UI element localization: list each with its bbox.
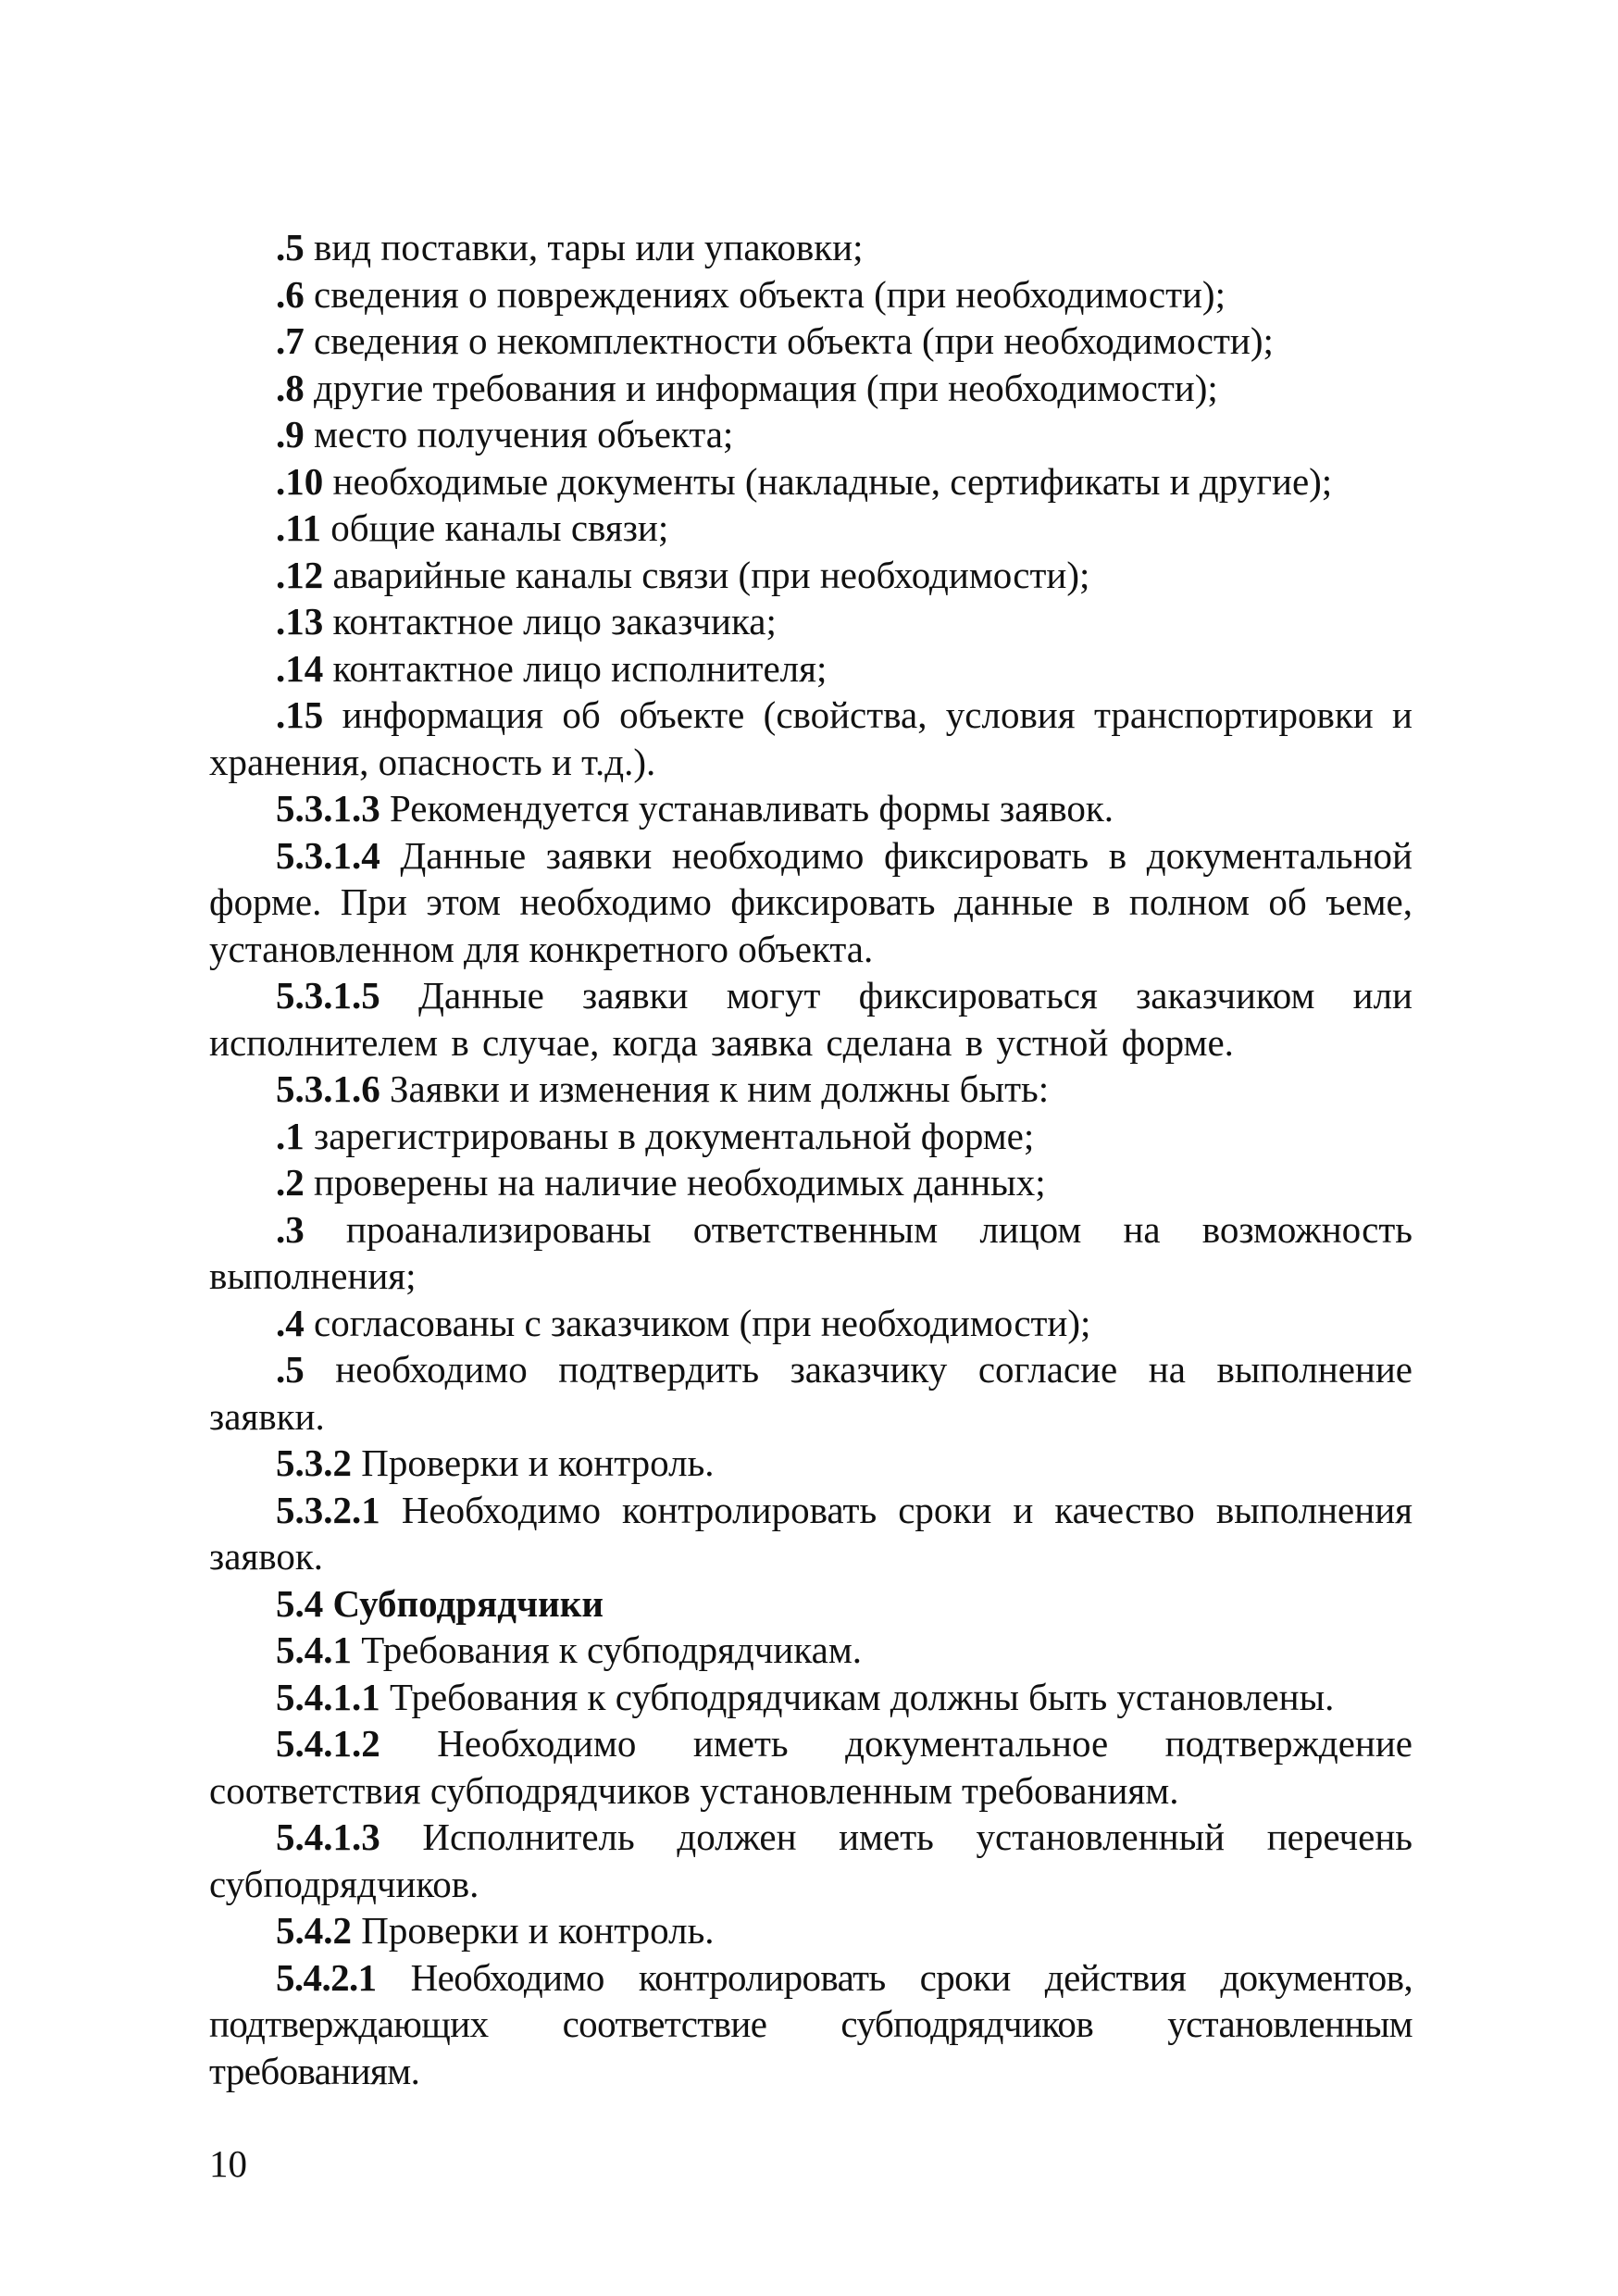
list-item	[209, 692, 1413, 785]
item-number: .10	[276, 459, 324, 503]
clause-number: 5.3.1.4	[276, 833, 380, 877]
clause-text: Данные заявки необходимо фиксировать в документальной форме. При этом необходимо фиксировать данные в полном об ъеме, установленном для конкретного объекта.	[209, 833, 1413, 970]
item-number: .9	[276, 413, 305, 455]
clause	[209, 972, 1413, 1066]
item-text: место получения объекта;	[304, 413, 734, 455]
item-number: .8	[276, 366, 305, 409]
clause	[209, 1487, 1413, 1580]
list-item	[209, 552, 1413, 599]
clause	[209, 785, 1413, 832]
item-number: .13	[276, 600, 324, 643]
list-item	[209, 505, 1413, 552]
clause-number: 5.3.1.3	[276, 787, 380, 830]
list-item	[209, 1159, 1413, 1206]
item-text: согласованы с заказчиком (при необходимости);	[304, 1301, 1091, 1344]
list-item	[209, 645, 1413, 693]
section-heading	[209, 1580, 1413, 1628]
clause-text: Проверки и контроль.	[352, 1441, 715, 1484]
item-number: .4	[276, 1301, 305, 1344]
item-text: информация об объекте (свойства, условия транспортировки и хранения, опасность и т.д.).	[209, 693, 1413, 783]
clause-text: Данные заявки могут фиксироваться заказчиком или исполнителем в случае, когда заявка сделана в устной форме.	[209, 974, 1413, 1064]
item-number: .11	[276, 506, 321, 549]
clause-text: Заявки и изменения к ним должны быть:	[380, 1067, 1050, 1110]
section-heading-text: 5.4 Субподрядчики	[276, 1581, 604, 1625]
item-number: .14	[276, 646, 324, 690]
clause-number: 5.3.1.6	[276, 1067, 380, 1110]
clause	[209, 1720, 1413, 1814]
list-item	[209, 318, 1413, 365]
clause-number: 5.4.1.1	[276, 1675, 380, 1718]
item-text: общие каналы связи;	[321, 506, 669, 549]
list-item	[209, 1113, 1413, 1160]
item-number: .15	[276, 693, 324, 736]
clause-number: 5.4.1.3	[276, 1816, 380, 1858]
clause-text: Исполнитель должен иметь установленный перечень субподрядчиков.	[209, 1816, 1413, 1905]
clause-text: Проверки и контроль.	[352, 1909, 715, 1952]
clause-number: 5.4.2	[276, 1909, 352, 1952]
item-number: .5	[276, 1348, 305, 1391]
item-text: аварийные каналы связи (при необходимости);	[323, 553, 1090, 596]
clause	[209, 1814, 1413, 1907]
item-number: .1	[276, 1114, 305, 1157]
clause	[209, 1674, 1413, 1721]
item-number: .7	[276, 319, 305, 362]
clause-number: 5.3.2.1	[276, 1488, 380, 1531]
clause-text: Рекомендуется устанавливать формы заявок.	[380, 787, 1114, 830]
list-item	[209, 224, 1413, 271]
clause-number: 5.3.2	[276, 1441, 352, 1484]
list-item	[209, 1346, 1413, 1440]
item-text: вид поставки, тары или упаковки;	[304, 226, 864, 268]
item-text: зарегистрированы в документальной форме;	[304, 1114, 1035, 1157]
list-item	[209, 1300, 1413, 1347]
item-text: контактное лицо заказчика;	[323, 600, 777, 643]
clause-text: Требования к субподрядчикам.	[352, 1628, 863, 1671]
item-text: сведения о некомплектности объекта (при необходимости);	[304, 319, 1274, 362]
list-item	[209, 271, 1413, 318]
item-number: .3	[276, 1207, 305, 1251]
item-number: .2	[276, 1161, 305, 1204]
item-number: .5	[276, 226, 305, 268]
item-number: .6	[276, 272, 305, 316]
clause-number: 5.4.1.2	[276, 1722, 380, 1765]
clause-text: Необходимо контролировать сроки действия документов, подтверждающих соответствие субподрядчиков установленным требованиям.	[209, 1955, 1413, 2092]
item-text: проанализированы ответственным лицом на возможность выполнения;	[209, 1207, 1413, 1297]
body-text	[209, 224, 1413, 2094]
page-number: 10	[209, 2142, 247, 2185]
clause-number: 5.4.1	[276, 1628, 352, 1671]
list-item	[209, 1206, 1413, 1300]
item-text: необходимые документы (накладные, сертификаты и другие);	[323, 459, 1333, 503]
clause	[209, 832, 1413, 973]
item-text: контактное лицо исполнителя;	[323, 646, 828, 690]
clause-number: 5.3.1.5	[276, 974, 380, 1017]
clause-text: Необходимо контролировать сроки и качество выполнения заявок.	[209, 1488, 1413, 1578]
clause	[209, 1627, 1413, 1674]
list-item	[209, 598, 1413, 645]
item-text: сведения о повреждениях объекта (при необходимости);	[304, 272, 1226, 316]
clause-text: Необходимо иметь документальное подтверждение соответствия субподрядчиков установленным требованиям.	[209, 1722, 1413, 1812]
list-item	[209, 458, 1413, 505]
list-item	[209, 411, 1413, 458]
list-item	[209, 365, 1413, 412]
clause	[209, 1066, 1413, 1113]
clause-text: Требования к субподрядчикам должны быть установлены.	[380, 1675, 1335, 1718]
clause	[209, 1907, 1413, 1954]
clause-number: 5.4.2.1	[276, 1955, 377, 1999]
item-text: проверены на наличие необходимых данных;	[304, 1161, 1046, 1204]
item-number: .12	[276, 553, 324, 596]
item-text: другие требования и информация (при необходимости);	[304, 366, 1218, 409]
clause	[209, 1954, 1413, 2095]
clause	[209, 1440, 1413, 1487]
item-text: необходимо подтвердить заказчику согласие на выполнение заявки.	[209, 1348, 1413, 1438]
